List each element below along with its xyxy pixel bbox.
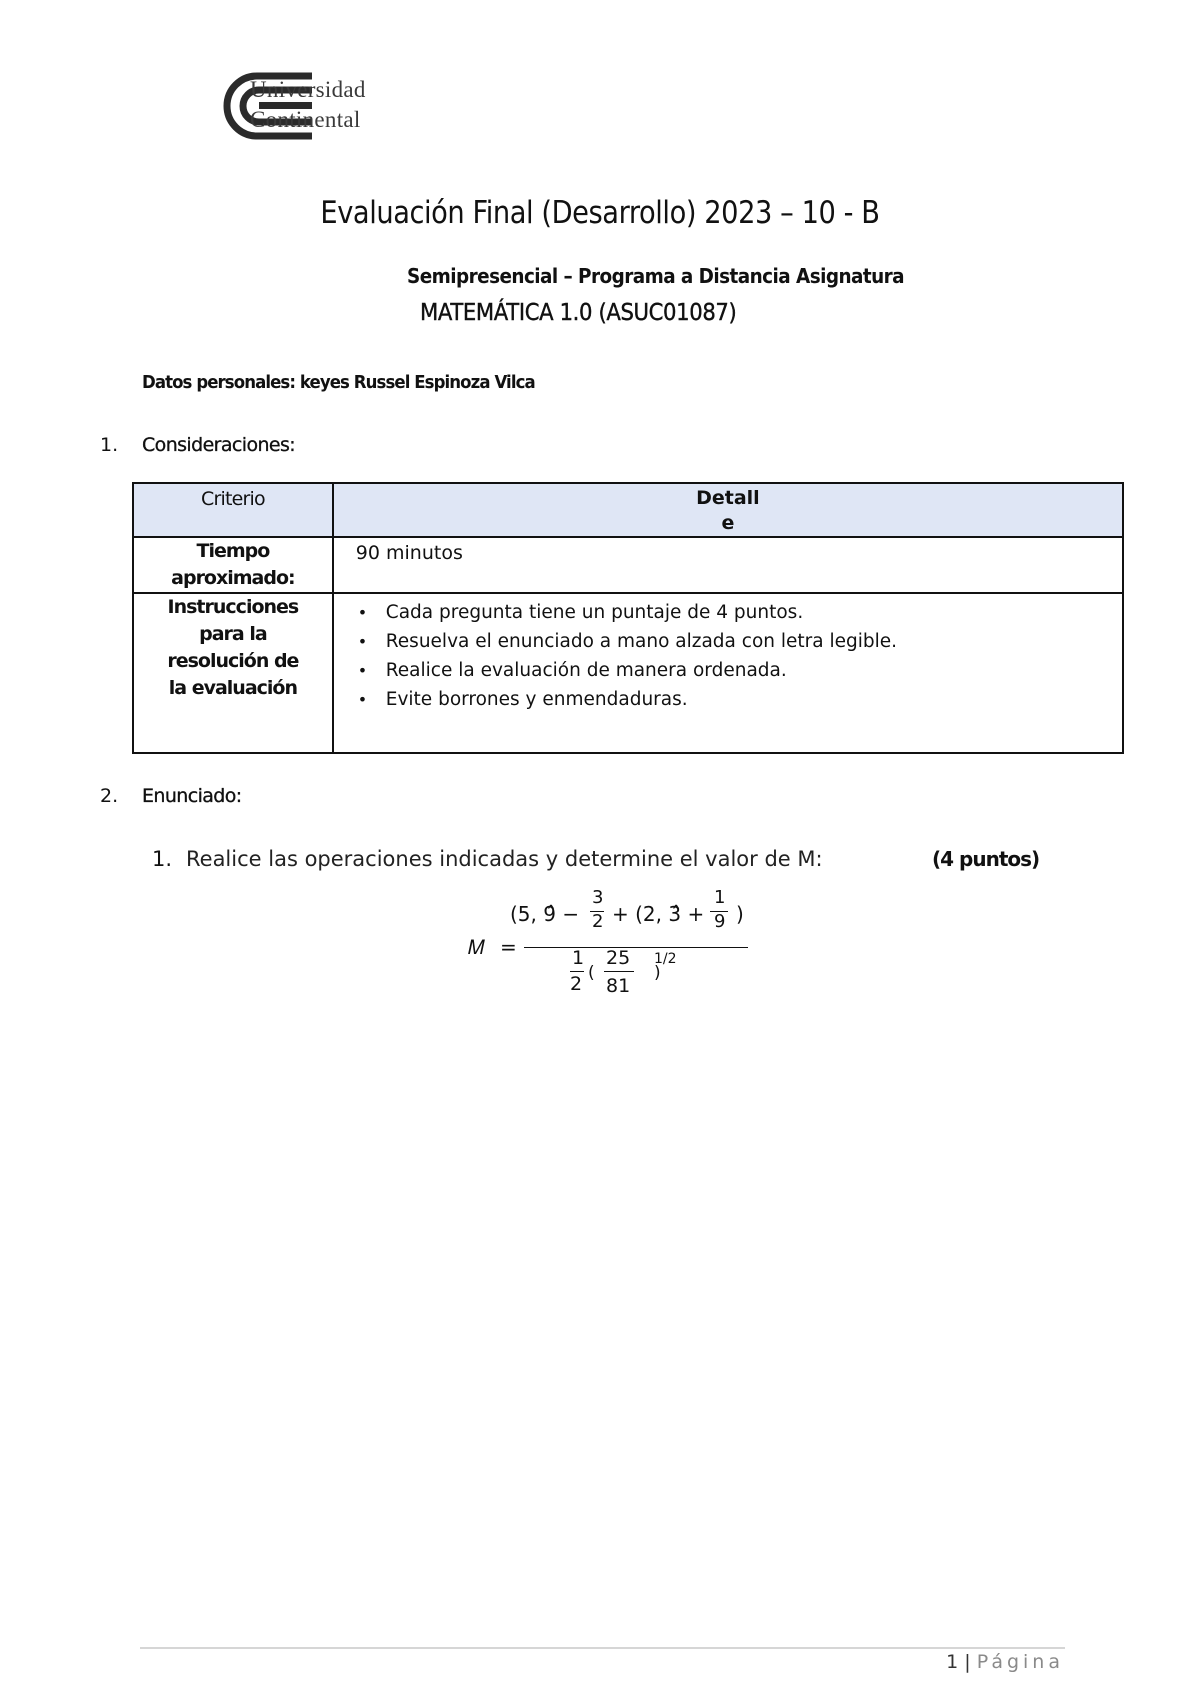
header-detalle-line2: e	[721, 512, 735, 534]
header-detalle	[333, 483, 1123, 537]
header-detalle-line1: Detall	[696, 487, 760, 509]
row-label-line: la evaluación	[168, 677, 298, 699]
formula-frac-num: 1	[714, 887, 726, 908]
formula-m	[460, 887, 760, 997]
section1-number: 1.	[100, 434, 119, 456]
question1-number: 1.	[152, 847, 173, 871]
header-criterio: Criterio	[133, 483, 333, 537]
row-value-tiempo: 90 minutos	[333, 537, 1123, 593]
formula-paren-open: (	[588, 963, 595, 983]
formula-frac-den: 9	[714, 911, 726, 932]
formula-frac-num: 3	[592, 887, 604, 908]
list-item: • Cada pregunta tiene un puntaje de 4 puntos.	[386, 598, 1122, 627]
section2-number: 2.	[100, 785, 119, 807]
formula-num-part1: (5, 9̂ −	[510, 902, 580, 926]
formula-frac-den: 2	[592, 911, 604, 932]
list-item: • Resuelva el enunciado a mano alzada con letra legible.	[386, 627, 1122, 656]
row-value-instrucciones	[333, 593, 1123, 753]
question1-text: Realice las operaciones indicadas y determine el valor de M:	[186, 847, 823, 871]
formula-den-frac2-den: 81	[606, 975, 631, 997]
footer-separator: |	[964, 1651, 971, 1673]
considerations-table	[132, 482, 1124, 754]
formula-equals: =	[500, 935, 517, 959]
formula-exponent: 1/2	[654, 951, 677, 967]
formula-num-part2: + (2, 3̂ +	[612, 902, 705, 926]
subtitle-course: MATEMÁTICA 1.0 (ASUC01087)	[420, 300, 737, 326]
university-name-line1: Universidad	[250, 77, 366, 102]
question1-points: (4 puntos)	[932, 847, 1040, 871]
formula-paren-close: )	[654, 963, 661, 983]
formula-den-frac-num: 1	[572, 947, 585, 969]
table-row	[133, 537, 1123, 593]
list-item: • Realice la evaluación de manera ordenada.	[386, 656, 1122, 685]
personal-data: Datos personales: keyes Russel Espinoza Vilca	[142, 372, 535, 393]
page-title: Evaluación Final (Desarrollo) 2023 – 10 - B	[320, 195, 880, 231]
row-label-line: Tiempo	[196, 540, 270, 562]
table-row	[133, 593, 1123, 753]
subtitle-modality: Semipresencial – Programa a Distancia Asignatura	[407, 264, 905, 288]
footer-divider	[140, 1647, 1065, 1649]
formula-frac-bar	[570, 971, 584, 972]
instructions-list	[334, 594, 1122, 714]
university-name-line2: Continental	[250, 107, 361, 132]
row-label-line: Instrucciones	[167, 596, 299, 618]
page-footer	[946, 1651, 1064, 1673]
section2-title: Enunciado:	[142, 785, 242, 807]
formula-main-bar	[524, 947, 748, 948]
formula-den-frac2-num: 25	[606, 947, 631, 969]
formula-den-frac-den: 2	[570, 973, 583, 995]
university-name	[250, 75, 366, 135]
section1-title: Consideraciones:	[142, 434, 296, 456]
page-number: 1	[946, 1651, 959, 1673]
formula-num-part3: )	[736, 902, 744, 926]
row-label-line: aproximado:	[171, 567, 295, 589]
row-label-tiempo	[133, 537, 333, 593]
row-label-instrucciones	[133, 593, 333, 753]
row-label-line: para la	[199, 623, 267, 645]
row-label-line: resolución de	[167, 650, 299, 672]
list-item: • Evite borrones y enmendaduras.	[386, 685, 1122, 714]
formula-lhs: 𝑀	[468, 935, 485, 959]
formula-frac-bar	[604, 971, 634, 972]
table-header-row	[133, 483, 1123, 537]
page-label: Página	[976, 1651, 1064, 1673]
